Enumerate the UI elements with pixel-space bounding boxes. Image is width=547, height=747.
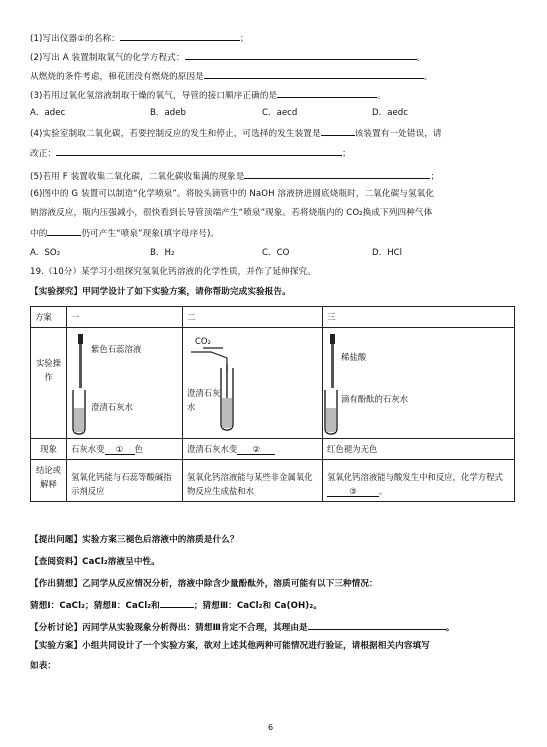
q19-explore: 【实验探究】甲同学设计了如下实验方案，请你帮助完成实验报告。 — [30, 287, 291, 297]
q18-text-2: (2)写出 A 装置制取氧气的化学方程式： — [30, 53, 185, 63]
row-label-conclusion: 结论或解释 — [31, 460, 67, 502]
q18-text-5a: (4)实验室制取二氧化碳，若要控制反应的发生和停止，可选择的发生装置是 — [30, 129, 321, 139]
table-header-row — [31, 307, 515, 328]
phenomenon-2-text: 澄清石灰水变 — [187, 444, 238, 454]
conclusion-1: 氢氧化钙能与石蕊等酸碱指示剂反应 — [67, 460, 183, 502]
answer-blank[interactable] — [120, 31, 240, 41]
q18-text-4: (3)若用过氧化氢溶液制取干燥的氧气，导管的接口顺序正确的是 — [30, 91, 278, 101]
q19-question: 【提出问题】实验方案三褪色后溶液中的溶质是什么？ — [30, 535, 239, 545]
gas-label: CO₂ — [195, 336, 211, 346]
q18-line-10 — [30, 226, 219, 240]
option-b: B．adeb — [150, 108, 186, 118]
q18-text-3: 从燃烧的条件考虑，棉花团没有燃烧的原因是 — [30, 72, 204, 82]
answer-blank[interactable] — [277, 88, 377, 98]
phenomenon-3: 红色褪为无色 — [323, 439, 515, 460]
blank-number-2: ② — [252, 444, 260, 454]
q18-line-3: 从燃烧的条件考虑，棉花团没有燃烧的原因是 。 — [30, 69, 433, 83]
q19-guesses — [30, 598, 322, 612]
answer-blank[interactable] — [308, 620, 446, 630]
option-a: A．SO₂ — [30, 248, 61, 258]
answer-blank[interactable] — [185, 50, 417, 60]
apparatus-3 — [323, 328, 515, 439]
option-d: D．HCl — [372, 248, 403, 258]
blank-number-3: ③ — [349, 486, 357, 496]
header-plan-1: 一 — [67, 307, 183, 328]
answer-blank[interactable] — [105, 445, 135, 455]
q19-plan-1: 【实验方案】小组共同设计了一个实验方案，欲对上述其他两种可能情况进行验证，请根据相关内容填写 — [30, 641, 430, 651]
answer-blank[interactable] — [56, 146, 342, 156]
guesses-text-a: 猜想Ⅰ：CaCl₂；猜想Ⅱ：CaCl₂和 — [30, 601, 160, 611]
q18-text-8: (6)图中的 G 装置可以制造“化学喷泉”。将胶头滴管中的 NaOH 溶液挤进圆底烧瓶时，二氧化碳与氢氧化 — [30, 189, 435, 199]
apparatus-2 — [183, 328, 323, 439]
header-plan-2: 二 — [183, 307, 323, 328]
phenomenon-1-suffix: 色 — [134, 444, 143, 454]
q19-title: 19.（10分）某学习小组探究氢氧化钙溶液的化学性质，并作了延伸探究。 — [30, 267, 316, 277]
answer-blank[interactable] — [237, 445, 275, 455]
answer-blank[interactable] — [47, 226, 81, 236]
q18-line-4: (3)若用过氧化氢溶液制取干燥的氧气，导管的接口顺序正确的是 。 — [30, 88, 386, 102]
row-label-phenomenon: 现象 — [31, 439, 67, 460]
answer-blank[interactable] — [160, 598, 194, 608]
q18-line-5 — [30, 126, 442, 140]
answer-blank[interactable] — [244, 169, 430, 179]
answer-blank[interactable] — [204, 69, 424, 79]
q19-info: 【查阅资料】CaCl₂溶液呈中性。 — [30, 557, 160, 567]
q19-discuss: 【分析讨论】丙同学从实验现象分析得出：猜想Ⅲ肯定不合理，其理由是 。 — [30, 620, 454, 634]
solution-label-3: 滴有酚酞的石灰水 — [341, 394, 408, 404]
answer-blank[interactable] — [321, 126, 355, 136]
reagent-label-3: 稀盐酸 — [341, 352, 367, 362]
q18-text-10b: 仍可产生“喷泉”现象(填字母序号)。 — [81, 229, 220, 239]
solution-label-2: 澄清石灰水 — [187, 388, 221, 412]
option-c: C．CO — [262, 248, 290, 258]
reagent-label-1: 紫色石蕊溶液 — [91, 344, 142, 354]
row-label-operation: 实验操作 — [31, 328, 67, 439]
table-row-conclusion — [31, 460, 515, 502]
header-plan-3: 三 — [323, 307, 515, 328]
phenomenon-1 — [67, 439, 183, 460]
q18-line-7: (5)若用 F 装置收集二氧化碳，二氧化碳收集满的现象是 ； — [30, 169, 439, 183]
dropper-tube-icon — [323, 328, 515, 438]
q18-line-6: 改正： ； — [30, 146, 351, 160]
phenomenon-2 — [183, 439, 323, 460]
page-number: 6 — [268, 723, 274, 732]
solution-label-1: 澄清石灰水 — [91, 402, 133, 412]
q18-text-5b: 该装置有一处错误，请 — [354, 129, 442, 139]
q18-text-7: (5)若用 F 装置收集二氧化碳，二氧化碳收集满的现象是 — [30, 172, 245, 182]
table-row-operation — [31, 328, 515, 439]
q19-guess: 【作出猜想】乙同学从反应情况分析，溶液中除含少量酚酞外，溶质可能有以下三种情况： — [30, 579, 378, 589]
q18-text-9: 钠溶液反应，瓶内压强减小，很快看到长导管顶端产生“喷泉”现象。若将烧瓶内的 CO₂换成下列四种气体 — [30, 208, 433, 218]
option-b: B．H₂ — [150, 248, 175, 258]
q18-line-2: (2)写出 A 装置制取氧气的化学方程式： 。 — [30, 50, 425, 64]
q18-line-1: (1)写出仪器①的名称： ； — [30, 31, 249, 45]
answer-blank[interactable] — [327, 487, 379, 497]
blank-number-1: ① — [115, 444, 124, 454]
option-a: A．adec — [30, 108, 66, 118]
header-plan: 方案 — [31, 307, 67, 328]
conclusion-3: 氢氧化钙溶液能与酸发生中和反应，化学方程式③ 。 — [323, 460, 515, 502]
phenomenon-1-text: 石灰水变 — [71, 444, 105, 454]
option-d: D．aedc — [372, 108, 408, 118]
discuss-text: 【分析讨论】丙同学从实验现象分析得出：猜想Ⅲ肯定不合理，其理由是 — [30, 623, 308, 633]
apparatus-1 — [67, 328, 183, 439]
conclusion-3-text: 氢氧化钙溶液能与酸发生中和反应，化学方程式 — [327, 472, 503, 482]
q19-plan-2: 如表： — [30, 661, 57, 671]
guesses-text-b: ；猜想Ⅲ：CaCl₂和 Ca(OH)₂。 — [193, 601, 322, 611]
conclusion-2: 氢氧化钙溶液能与某些非金属氧化物反应生成盐和水 — [183, 460, 323, 502]
q18-text-1: (1)写出仪器①的名称： — [30, 34, 120, 44]
q18-text-10a: 中的 — [30, 229, 48, 239]
option-c: C．aecd — [262, 108, 298, 118]
experiment-table — [30, 306, 515, 502]
table-row-phenomenon — [31, 439, 515, 460]
q18-text-6: 改正： — [30, 149, 57, 159]
